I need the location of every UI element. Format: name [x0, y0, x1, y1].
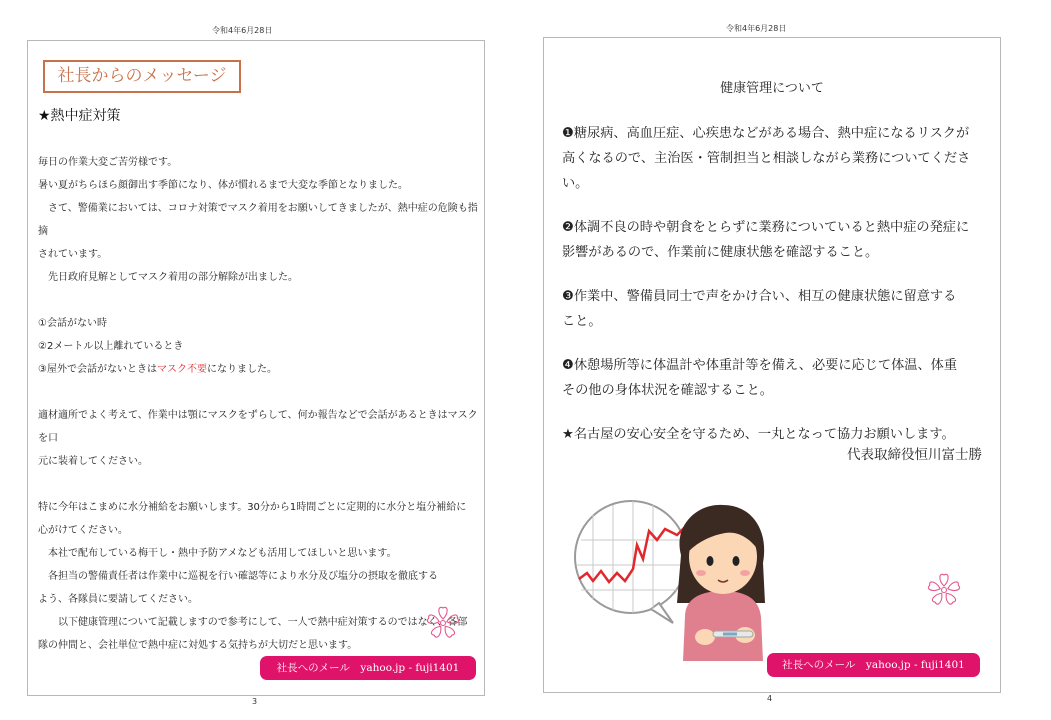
- page4-body: [562, 121, 990, 447]
- text-line: 以下健康管理について記載しますので参考にして、一人で熱中症対策するのではなく、各部: [38, 617, 468, 628]
- item-line: ❸作業中、警備員同士で声をかけ合い、相互の健康状態に留意する: [562, 289, 957, 304]
- cherry-blossom-icon: [922, 568, 966, 612]
- item-line: 高くなるので、主治医・管制担当と相談しながら業務についてください。: [562, 151, 971, 191]
- list-item: ①会話がない時: [38, 318, 107, 329]
- text-line: 本社で配布している梅干し・熱中予防アメなども活用してほしいと思います。: [38, 548, 397, 559]
- message-title: 社長からのメッセージ: [43, 60, 241, 93]
- page-number-3: 3: [252, 697, 258, 706]
- text-line: 各担当の警備責任者は作業中に巡視を行い確認等により水分及び塩分の摂取を徹底する: [38, 571, 438, 582]
- text-line: 毎日の作業大変ご苦労様です。: [38, 157, 178, 168]
- text-line: されています。: [38, 249, 108, 260]
- page-3: [27, 40, 485, 696]
- signature: 代表取締役恒川富士勝: [847, 447, 982, 463]
- page-4: [543, 37, 1001, 693]
- fever-illustration: [573, 485, 773, 665]
- item-line: ❶糖尿病、高血圧症、心疾患などがある場合、熱中症になるリスクが: [562, 126, 970, 141]
- text-line: 元に装着してください。: [38, 456, 148, 467]
- list-item: ②2メートル以上離れているとき: [38, 341, 184, 352]
- text-line: 隊の仲間と、会社単位で熱中症に対処する気持ちが大切だと思います。: [38, 640, 358, 651]
- health-title: 健康管理について: [720, 81, 824, 96]
- page3-body: [38, 151, 478, 657]
- item-line: 影響があるので、作業前に健康状態を確認すること。: [562, 245, 879, 260]
- item-line: ❷体調不良の時や朝食をとらずに業務についていると熱中症の発症に: [562, 220, 970, 235]
- president-mail-banner[interactable]: 社長へのメール yahoo.jp - fuji1401: [767, 653, 980, 677]
- item-line: その他の身体状況を確認すること。: [562, 383, 773, 398]
- closing-line: ★名古屋の安心安全を守るため、一丸となって協力お願いします。: [562, 427, 955, 442]
- page4-date: 令和4年6月28日: [726, 24, 787, 33]
- page-number-4: 4: [767, 694, 773, 703]
- heatstroke-heading: ★熱中症対策: [38, 108, 121, 124]
- item-line: こと。: [562, 314, 602, 329]
- text-line: 適材適所でよく考えて、作業中は顎にマスクをずらして、何か報告などで会話があるときはマスクを口: [38, 410, 478, 444]
- text-line: よう、各隊員に要請してください。: [38, 594, 198, 605]
- page3-date: 令和4年6月28日: [212, 26, 273, 35]
- text-line: さて、警備業においては、コロナ対策でマスク着用をお願いしてきましたが、熱中症の危険も指摘: [38, 203, 478, 237]
- text-line: 心がけてください。: [38, 525, 128, 536]
- text-line: 特に今年はこまめに水分補給をお願いします。30分から1時間ごとに定期的に水分と塩分補給に: [38, 502, 467, 513]
- text-line: 暑い夏がちらほら顔御出す季節になり、体が慣れるまで大変な季節となりました。: [38, 180, 408, 191]
- cherry-blossom-icon: [421, 601, 465, 645]
- president-mail-banner[interactable]: 社長へのメール yahoo.jp - fuji1401: [260, 656, 476, 680]
- list-item: ③屋外で会話がないときはマスク不要になりました。: [38, 364, 277, 375]
- mask-not-required: マスク不要: [156, 364, 207, 375]
- item-line: ❹休憩場所等に体温計や体重計等を備え、必要に応じて体温、体重: [562, 358, 958, 373]
- text-line: 先日政府見解としてマスク着用の部分解除が出ました。: [38, 272, 298, 283]
